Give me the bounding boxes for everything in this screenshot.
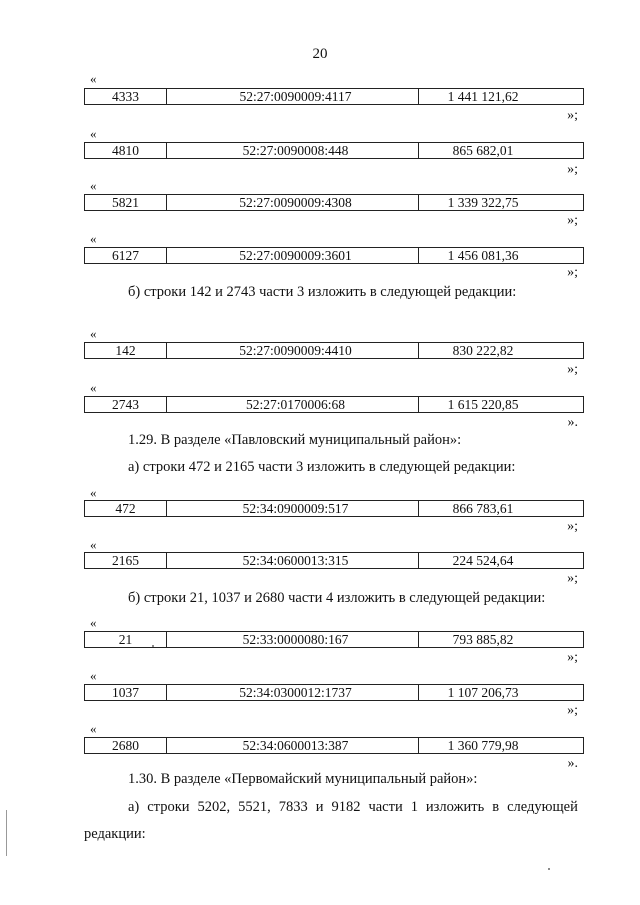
cadastral-number: 52:34:0900009:517 xyxy=(167,501,419,516)
open-quote: « xyxy=(90,326,97,341)
open-quote: « xyxy=(90,71,97,86)
word: и xyxy=(315,799,324,815)
row-number: 5821 xyxy=(85,195,167,210)
open-quote: « xyxy=(90,485,97,500)
word: в xyxy=(492,799,500,815)
open-quote: « xyxy=(90,721,97,736)
table-row xyxy=(84,342,584,359)
table-row xyxy=(84,142,584,159)
row-number: 142 xyxy=(85,343,167,358)
page-number: 20 xyxy=(312,46,328,62)
cadastral-number: 52:27:0090009:4117 xyxy=(167,89,419,104)
cadastral-value: 865 682,01 xyxy=(452,143,514,158)
table-row xyxy=(84,500,584,517)
table-row xyxy=(84,552,584,569)
close-quote: »; xyxy=(567,703,578,718)
cadastral-number: 52:33:0000080:167 xyxy=(167,632,419,647)
paragraph: б) строки 142 и 2743 части 3 изложить в следующей редакции: xyxy=(128,284,517,300)
word: 1 xyxy=(410,799,418,815)
table-row xyxy=(84,88,584,105)
cadastral-value: 866 783,61 xyxy=(452,501,514,516)
row-number: 1037 xyxy=(85,685,167,700)
cadastral-value: 1 360 779,98 xyxy=(447,738,519,753)
table-row xyxy=(84,737,584,754)
close-quote: »; xyxy=(567,213,578,228)
paragraph: а) строки 472 и 2165 части 3 изложить в следующей редакции: xyxy=(128,459,516,475)
scan-speck xyxy=(152,645,154,647)
cadastral-value: 1 615 220,85 xyxy=(447,397,519,412)
close-quote: »; xyxy=(567,650,578,665)
table-row xyxy=(84,194,584,211)
close-quote: ». xyxy=(567,756,578,771)
open-quote: « xyxy=(90,615,97,630)
section-heading: 1.29. В разделе «Павловский муниципальный район»: xyxy=(128,432,462,448)
row-number: 4810 xyxy=(85,143,167,158)
cadastral-number: 52:34:0600013:315 xyxy=(167,553,419,568)
close-quote: ». xyxy=(567,415,578,430)
cadastral-value: 1 441 121,62 xyxy=(447,89,519,104)
row-number: 6127 xyxy=(85,248,167,263)
section-heading: 1.30. В разделе «Первомайский муниципальный район»: xyxy=(128,771,478,787)
cadastral-number: 52:27:0090009:3601 xyxy=(167,248,419,263)
word: 7833 xyxy=(278,799,308,815)
cadastral-number: 52:34:0600013:387 xyxy=(167,738,419,753)
scan-speck xyxy=(548,868,550,870)
word: следующей xyxy=(507,799,578,815)
cadastral-value: 1 456 081,36 xyxy=(447,248,519,263)
close-quote: »; xyxy=(567,519,578,534)
word: 9182 xyxy=(331,799,361,815)
justified-paragraph-line xyxy=(128,799,578,816)
open-quote: « xyxy=(90,668,97,683)
paragraph: б) строки 21, 1037 и 2680 части 4 изложить в следующей редакции: xyxy=(128,590,546,606)
open-quote: « xyxy=(90,231,97,246)
open-quote: « xyxy=(90,178,97,193)
cadastral-value: 1 107 206,73 xyxy=(447,685,519,700)
word: 5202, xyxy=(197,799,231,815)
cadastral-value: 224 524,64 xyxy=(452,553,514,568)
word: строки xyxy=(147,799,190,815)
table-row xyxy=(84,247,584,264)
table-row xyxy=(84,684,584,701)
word: части xyxy=(368,799,403,815)
scan-margin-line xyxy=(6,810,7,856)
paragraph-continuation: редакции: xyxy=(84,826,146,842)
close-quote: »; xyxy=(567,571,578,586)
word: изложить xyxy=(425,799,485,815)
table-row xyxy=(84,631,584,648)
table-row xyxy=(84,396,584,413)
close-quote: »; xyxy=(567,162,578,177)
cadastral-value: 830 222,82 xyxy=(452,343,514,358)
row-number: 2165 xyxy=(85,553,167,568)
row-number: 2743 xyxy=(85,397,167,412)
row-number: 4333 xyxy=(85,89,167,104)
word: а) xyxy=(128,799,140,815)
close-quote: »; xyxy=(567,108,578,123)
open-quote: « xyxy=(90,126,97,141)
cadastral-number: 52:34:0300012:1737 xyxy=(167,685,419,700)
close-quote: »; xyxy=(567,265,578,280)
open-quote: « xyxy=(90,380,97,395)
row-number: 21 xyxy=(85,632,167,647)
row-number: 472 xyxy=(85,501,167,516)
close-quote: »; xyxy=(567,362,578,377)
cadastral-value: 793 885,82 xyxy=(452,632,514,647)
cadastral-value: 1 339 322,75 xyxy=(447,195,519,210)
cadastral-number: 52:27:0090008:448 xyxy=(167,143,419,158)
cadastral-number: 52:27:0090009:4410 xyxy=(167,343,419,358)
word: 5521, xyxy=(238,799,271,815)
cadastral-number: 52:27:0170006:68 xyxy=(167,397,419,412)
row-number: 2680 xyxy=(85,738,167,753)
open-quote: « xyxy=(90,537,97,552)
cadastral-number: 52:27:0090009:4308 xyxy=(167,195,419,210)
